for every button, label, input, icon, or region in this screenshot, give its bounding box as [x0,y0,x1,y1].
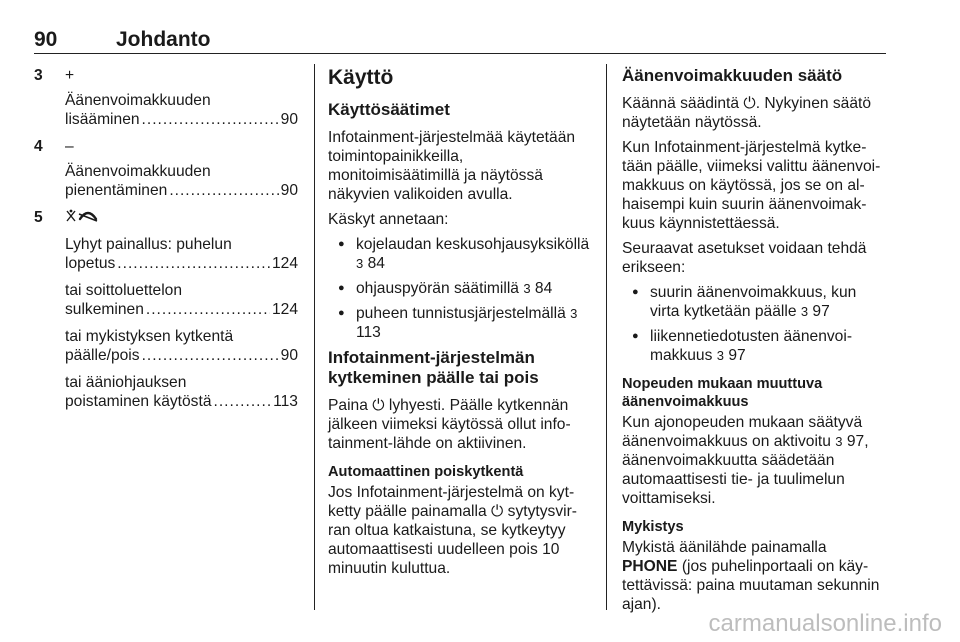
leader-dots [214,392,272,411]
usage-column [328,66,590,584]
page-ref-icon: 3 [356,256,364,271]
entry-label: lopetus [65,255,116,272]
page-ref-icon: 3 [523,281,531,296]
list-item [328,235,590,273]
paragraph [328,396,590,453]
list-item-text: kojelaudan keskusohjausyksiköllä [356,236,590,253]
page-ref-icon: 3 [716,348,724,363]
text: Käännä säädintä [622,95,740,112]
leader-dots [117,254,270,273]
plus-icon: + [65,67,75,84]
paragraph: Seuraavat asetukset voidaan tehdä erikseen: [622,240,867,276]
list-item-text: suurin äänenvoimakkuus, kun virta kytketään päälle [650,284,857,320]
page-ref[interactable]: 84 [534,280,553,297]
text: sytytysvirran oltua katkaistuna, se kytkeytyy automaattisesti uudelleen pois 10 minuutin kuluttua. [328,503,577,577]
mute-phone-icon-svg [65,208,99,224]
legend-item-5 [34,208,298,411]
entry-text: Äänenvoimakkuuden [65,92,211,109]
paragraph [622,413,886,508]
mini-heading: Nopeuden mukaan muuttuva äänenvoimakkuus [622,376,823,410]
entry-text: tai ääniohjauksen [65,374,187,391]
paragraph [622,538,886,614]
legend-item-4 [34,137,298,200]
subsection-title: Käyttösäätimet [328,100,450,119]
item-number: 3 [34,67,43,84]
control-legend-column [34,66,298,419]
page-ref[interactable]: 97 [846,433,865,450]
column-divider-1 [314,64,315,610]
power-icon: ⏻ [490,503,504,520]
mini-heading: Mykistys [622,519,684,535]
entry-line [65,254,298,273]
power-icon: ⏻ [372,397,385,414]
page-header [34,28,886,52]
entry-text: Äänenvoimakkuuden [65,163,211,180]
entry-page: 124 [271,301,298,318]
volume-column [622,66,886,620]
power-icon: ⏻ [743,95,756,112]
item-number: 5 [34,209,43,226]
text: , äänenvoimakkuutta säädetään automaattisesti tie- ja tuulimelun voittamiseksi. [622,433,869,507]
legend-entry [65,373,298,411]
legend-entry [65,235,298,273]
entry-line [65,300,298,319]
text: Jos Infotainment-järjestelmä on kytketty päälle painamalla [328,484,575,520]
minus-icon: – [65,138,74,155]
page-ref[interactable]: 84 [367,255,385,272]
legend-entry [65,91,298,129]
list-item [622,283,886,321]
mini-heading: Automaattinen poiskytkentä [328,464,524,480]
entry-line [65,346,298,365]
entry-page: 90 [280,347,298,364]
page-ref[interactable]: 113 [356,324,381,341]
list-item-text: ohjauspyörän säätimillä [356,280,519,297]
list-item [622,327,886,365]
leader-dots [142,110,279,129]
section-title: Äänenvoimakkuuden säätö [622,66,843,85]
text: Paina [328,397,368,414]
page-ref[interactable]: 97 [812,303,830,320]
page-ref-icon: 3 [800,304,809,319]
entry-line [65,392,298,411]
leader-dots [142,346,279,365]
page-ref[interactable]: 97 [728,347,746,364]
text: Mykistä äänilähde painamalla [622,539,827,556]
leader-dots [146,300,270,319]
paragraph: Kun Infotainment-järjestelmä kytketään päälle, viimeksi valittu äänenvoimakkuus on käytössä, jos se on alhaisempi kuin suurin äänenvoimakkuus käynnistettäessä. [622,139,881,232]
entry-text: tai mykistyksen kytkentä [65,328,234,345]
item-number: 4 [34,138,43,155]
entry-page: 90 [280,111,298,128]
page-ref-icon: 3 [835,434,843,449]
entry-text: Lyhyt painallus: puhelun [65,236,232,253]
entry-label: päälle/pois [65,347,140,364]
text: (jos puhelinportaali on käytettävissä: paina muutaman sekunnin ajan). [622,558,880,613]
column-divider-2 [606,64,607,610]
bullet-list [328,235,590,342]
list-item-text: liikennetiedotusten äänenvoimakkuus [650,328,853,364]
list-item-text: puheen tunnistusjärjestelmällä [356,305,566,322]
legend-entry [65,281,298,319]
text: Kun ajonopeuden mukaan säätyvä äänenvoimakkuus on aktivoitu [622,414,863,450]
paragraph [622,94,886,132]
chapter-title: Johdanto [116,28,211,51]
legend-entry [65,162,298,200]
entry-label: poistaminen käytöstä [65,393,212,410]
text: . Nykyinen säätö näytetään näytössä. [622,95,872,131]
section-title: Käyttö [328,66,394,89]
legend-entry [65,327,298,365]
bullet-list [622,283,886,365]
entry-page: 113 [273,393,298,410]
legend-item-3 [34,66,298,129]
entry-page: 124 [271,255,298,272]
paragraph: Infotainment-järjestelmää käytetään toimintopainikkeilla, monitoimisäätimillä ja näytössä näkyvien valikoiden avulla. [328,129,576,203]
subsection-title: Infotainment-järjestelmän kytkeminen päälle tai pois [328,348,539,387]
text: lyhyesti. Päälle kytkennän jälkeen viimeksi käytössä ollut infotainment-lähde on aktiivinen. [328,397,571,452]
entry-text: tai soittoluettelon [65,282,183,299]
entry-label: lisääminen [65,111,140,128]
entry-line [65,110,298,129]
phone-key-label: PHONE [622,558,678,575]
entry-line [65,181,298,200]
paragraph: Käskyt annetaan: [328,211,449,228]
entry-page: 90 [280,182,298,199]
watermark: carmanualsonline.info [708,610,942,637]
paragraph [328,483,590,578]
header-rule [34,53,886,54]
mute-phone-icon [65,208,298,229]
page-ref-icon: 3 [570,306,578,321]
list-item [328,279,590,298]
list-item [328,304,590,342]
entry-label: pienentäminen [65,182,168,199]
page-number: 90 [34,28,58,51]
leader-dots [169,181,278,200]
entry-label: sulkeminen [65,301,144,318]
